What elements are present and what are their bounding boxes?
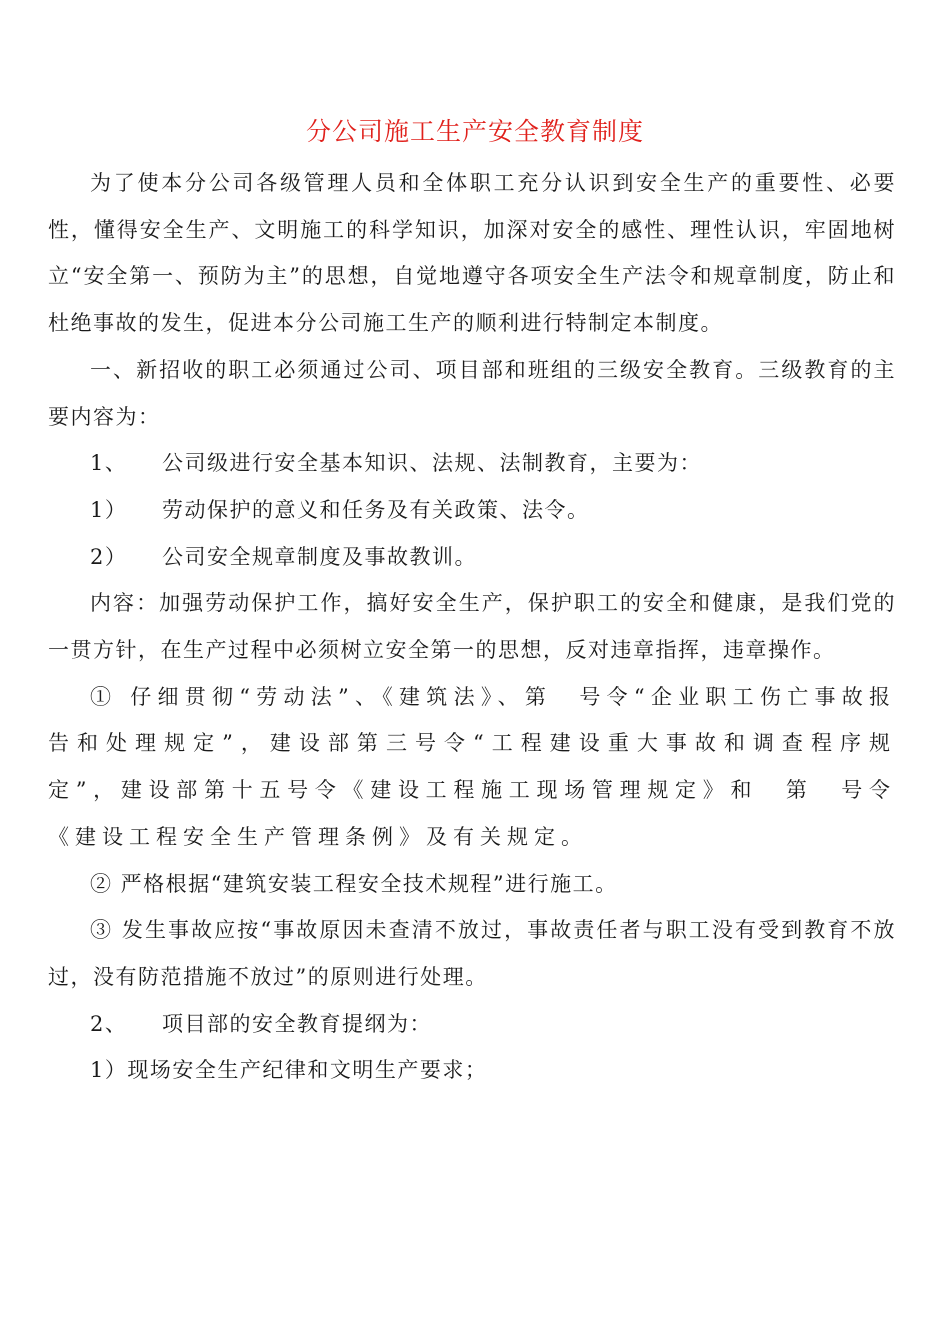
circled-item-one: ① 仔细贯彻“劳动法”、《建筑法》、第 号令“企业职工伤亡事故报告和处理规定”，建设部第三号令“工程建设重大事故和调查程序规定”，建设部第十五号令《建设工程施工现场管理规定》和 第 号令《建设工程安全生产管理条例》及有关规定。: [48, 684, 896, 849]
document-body: [48, 160, 896, 1094]
circled-item-two: ② 严格根据“建筑安装工程安全技术规程”进行施工。: [90, 871, 618, 896]
sub-item-site-discipline: 1）现场安全生产纪律和文明生产要求；: [90, 1058, 488, 1083]
section-one-paragraph: 一、新招收的职工必须通过公司、项目部和班组的三级安全教育。三级教育的主要内容为：: [48, 357, 896, 429]
list-item-company-level: [48, 440, 896, 487]
circled-item-three: ③ 发生事故应按“事故原因未查清不放过，事故责任者与职工没有受到教育不放过，没有防范措施不放过”的原则进行处理。: [48, 918, 896, 989]
list-number: 2、: [90, 1011, 128, 1036]
list-item-text: 劳动保护的意义和任务及有关政策、法令。: [162, 497, 590, 522]
content-paragraph: 内容：加强劳动保护工作，搞好安全生产，保护职工的安全和健康，是我们党的一贯方针，在生产过程中必须树立安全第一的思想，反对违章指挥，违章操作。: [48, 591, 896, 663]
document-title: 分公司施工生产安全教育制度: [305, 117, 644, 146]
list-number: 1、: [90, 451, 128, 476]
intro-paragraph: 为了使本分公司各级管理人员和全体职工充分认识到安全生产的重要性、必要性，懂得安全生产、文明施工的科学知识，加深对安全的感性、理性认识，牢固地树立“安全第一、预防为主”的思想，自觉地遵守各项安全生产法令和规章制度，防止和杜绝事故的发生，促进本分公司施工生产的顺利进行特制定本制度。: [48, 171, 896, 336]
list-number: 2）: [90, 544, 128, 569]
sub-item-labor-protection: [48, 487, 896, 534]
list-item-project-level: [48, 1001, 896, 1048]
list-item-text: 公司级进行安全基本知识、法规、法制教育，主要为：: [162, 451, 702, 476]
list-item-text: 项目部的安全教育提纲为：: [162, 1011, 432, 1036]
list-number: 1）: [90, 497, 128, 522]
sub-item-company-rules: [48, 534, 896, 581]
list-item-text: 公司安全规章制度及事故教训。: [162, 544, 477, 569]
